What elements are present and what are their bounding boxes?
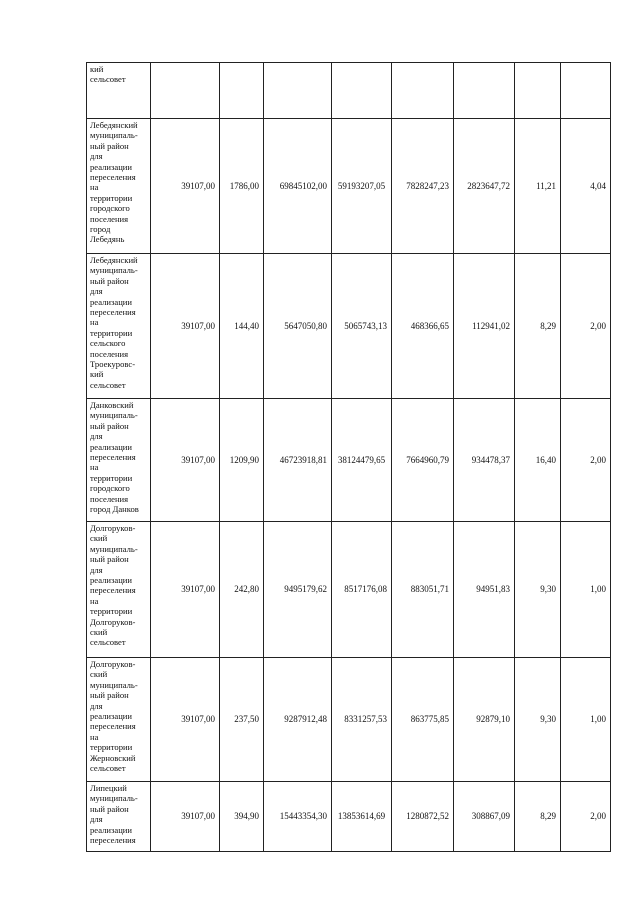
value-cell: [515, 63, 561, 119]
table-row: [87, 119, 611, 254]
value-cell: 8,29: [515, 782, 561, 852]
municipality-cell: Долгоруков- ский муниципаль- ный район для реализации переселения на территории Жерновский сельсовет: [87, 658, 151, 782]
municipality-cell: кий сельсовет: [87, 63, 151, 119]
value-cell: 59193207,05: [332, 119, 392, 254]
value-cell: 39107,00: [151, 399, 220, 522]
value-cell: 8331257,53: [332, 658, 392, 782]
value-cell: 9287912,48: [264, 658, 332, 782]
value-cell: 5647050,80: [264, 254, 332, 399]
value-cell: [332, 63, 392, 119]
relocation-funding-table: [86, 62, 611, 852]
value-cell: 13853614,69: [332, 782, 392, 852]
value-cell: 9495179,62: [264, 522, 332, 658]
value-cell: 863775,85: [392, 658, 454, 782]
value-cell: 1,00: [561, 658, 611, 782]
value-cell: 112941,02: [454, 254, 515, 399]
value-cell: [561, 63, 611, 119]
table-row: [87, 399, 611, 522]
value-cell: 934478,37: [454, 399, 515, 522]
value-cell: 16,40: [515, 399, 561, 522]
table-row: [87, 522, 611, 658]
municipality-cell: Липецкий муниципаль- ный район для реализации переселения: [87, 782, 151, 852]
value-cell: 9,30: [515, 522, 561, 658]
table-row: [87, 782, 611, 852]
value-cell: 5065743,13: [332, 254, 392, 399]
value-cell: 2,00: [561, 782, 611, 852]
value-cell: [220, 63, 264, 119]
value-cell: 242,80: [220, 522, 264, 658]
table-row: [87, 658, 611, 782]
value-cell: 7828247,23: [392, 119, 454, 254]
value-cell: 1280872,52: [392, 782, 454, 852]
value-cell: [454, 63, 515, 119]
municipality-cell: Лебедянский муниципаль- ный район для реализации переселения на территории сельского поселения Троекуровс- кий сельсовет: [87, 254, 151, 399]
value-cell: 237,50: [220, 658, 264, 782]
value-cell: 39107,00: [151, 119, 220, 254]
municipality-cell: Долгоруков- ский муниципаль- ный район для реализации переселения на территории Долгоруков- ский сельсовет: [87, 522, 151, 658]
value-cell: 39107,00: [151, 254, 220, 399]
table-row: [87, 254, 611, 399]
value-cell: 7664960,79: [392, 399, 454, 522]
value-cell: 2,00: [561, 254, 611, 399]
value-cell: 11,21: [515, 119, 561, 254]
value-cell: 39107,00: [151, 522, 220, 658]
value-cell: 883051,71: [392, 522, 454, 658]
value-cell: 144,40: [220, 254, 264, 399]
value-cell: 39107,00: [151, 658, 220, 782]
value-cell: 8,29: [515, 254, 561, 399]
value-cell: 94951,83: [454, 522, 515, 658]
value-cell: 9,30: [515, 658, 561, 782]
value-cell: 39107,00: [151, 782, 220, 852]
value-cell: 1786,00: [220, 119, 264, 254]
value-cell: 38124479,65: [332, 399, 392, 522]
value-cell: 46723918,81: [264, 399, 332, 522]
municipality-cell: Данковский муниципаль- ный район для реализации переселения на территории городского поселения город Данков: [87, 399, 151, 522]
value-cell: 394,90: [220, 782, 264, 852]
value-cell: 1209,90: [220, 399, 264, 522]
value-cell: 468366,65: [392, 254, 454, 399]
table-row: [87, 63, 611, 119]
value-cell: 15443354,30: [264, 782, 332, 852]
value-cell: 8517176,08: [332, 522, 392, 658]
value-cell: 4,04: [561, 119, 611, 254]
value-cell: 69845102,00: [264, 119, 332, 254]
value-cell: 2823647,72: [454, 119, 515, 254]
value-cell: 92879,10: [454, 658, 515, 782]
value-cell: 2,00: [561, 399, 611, 522]
value-cell: 308867,09: [454, 782, 515, 852]
value-cell: 1,00: [561, 522, 611, 658]
value-cell: [151, 63, 220, 119]
municipality-cell: Лебедянский муниципаль- ный район для реализации переселения на территории городского поселения город Лебедянь: [87, 119, 151, 254]
value-cell: [392, 63, 454, 119]
value-cell: [264, 63, 332, 119]
